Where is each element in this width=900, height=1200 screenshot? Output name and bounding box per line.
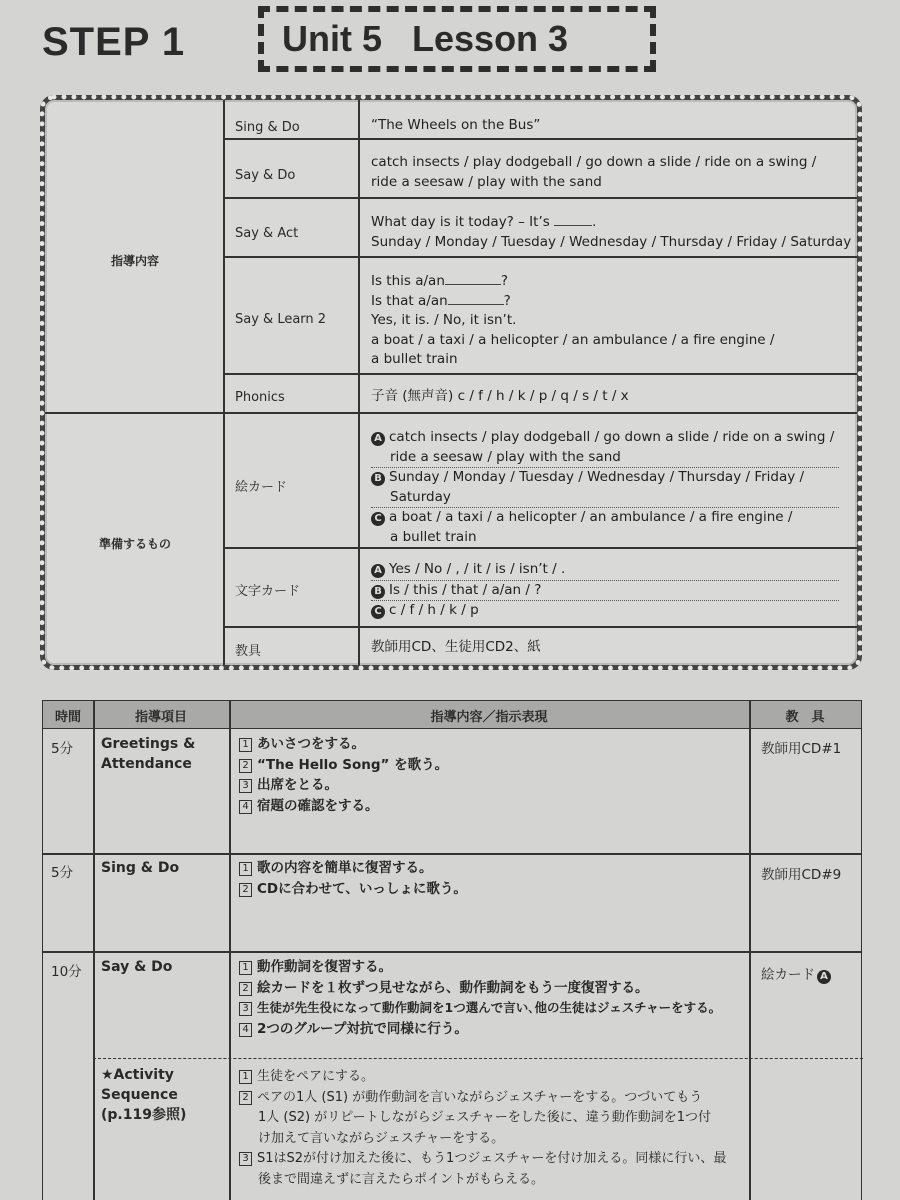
divider: [223, 138, 857, 140]
header-time: 時間: [54, 710, 81, 725]
unit-lesson-title: Unit 5 Lesson 3: [282, 18, 569, 59]
row-item: Greetings & Attendance: [101, 736, 196, 772]
row-content-say-learn-2: [371, 272, 774, 370]
badge-b-icon: B: [371, 585, 385, 599]
step-number-2-icon: 2: [239, 982, 252, 996]
dashed-divider: [93, 1058, 863, 1059]
content-line: “The Wheels on the Bus”: [371, 117, 541, 133]
step: 3 出席をとる。: [239, 775, 759, 796]
divider: [223, 256, 857, 258]
badge-b-icon: B: [371, 472, 385, 486]
content-line: catch insects / play dodgeball / go down a slide / ride on a swing /: [371, 154, 817, 170]
row-item: Say & Do: [101, 959, 173, 975]
step: 1 動作動詞を復習する。: [239, 957, 759, 978]
row-content-say-act: [371, 213, 851, 252]
content-line: Is that a/an ?: [371, 292, 511, 309]
content-line: What day is it today? – It’s .: [371, 214, 597, 230]
picture-card-set-c: C a boat / a taxi / a helicopter / an ambulance / a fire engine / a bullet train: [371, 508, 847, 547]
row-content-say-do: [371, 153, 816, 192]
step-number-4-icon: 4: [239, 1023, 252, 1037]
row-label-say-do: Say & Do: [235, 168, 296, 183]
section-divider: [45, 412, 857, 414]
step-number-1-icon: 1: [239, 1070, 252, 1084]
row-steps: [239, 957, 759, 1039]
row-label-sing-do: Sing & Do: [235, 120, 300, 135]
section-label-instruction: 指導内容: [110, 254, 159, 268]
step: 4 2つのグループ対抗で同様に行う。: [239, 1019, 759, 1040]
word-card-set-a: A Yes / No / , / it / is / isn’t / .: [371, 560, 839, 581]
step-number-1-icon: 1: [239, 961, 252, 975]
fill-blank: [448, 293, 504, 305]
row-time: 5分: [51, 741, 74, 757]
row-content-word-cards: [371, 560, 847, 621]
picture-card-set-b: B Sunday / Monday / Tuesday / Wednesday / Thursday / Friday / Saturday: [371, 468, 839, 508]
step-number-3-icon: 3: [239, 779, 252, 793]
badge-c-icon: C: [371, 512, 385, 526]
divider: [358, 100, 360, 665]
step-label: STEP 1: [42, 20, 186, 64]
step-number-2-icon: 2: [239, 759, 252, 773]
content-line: Sunday / Monday / Tuesday / Wednesday / Thursday / Friday / Saturday: [371, 233, 852, 250]
row-content-phonics: [371, 387, 629, 407]
row-label-say-act: Say & Act: [235, 226, 299, 241]
divider: [223, 547, 857, 549]
badge-a-icon: A: [371, 564, 385, 578]
divider: [223, 626, 857, 628]
picture-card-set-a: A catch insects / play dodgeball / go down a slide / ride on a swing / ride a seesaw / play with the sand: [371, 428, 839, 468]
fill-blank: [445, 273, 501, 285]
divider: [43, 951, 861, 953]
step: 1 あいさつをする。: [239, 734, 759, 755]
badge-c-icon: C: [371, 605, 385, 619]
step: 3 生徒が先生役になって動作動詞を1つ選んで言い､他の生徒はジェスチャーをする。: [239, 998, 759, 1019]
row-steps: 1 生徒をペアにする。 2 ペアの1人 (S1) が動作動詞を言いながらジェスチャーをする。つづいてもう 1人 (S2) がリピートしながらジェスチャーをした後に、違う動作動詞を1つ付 け加えて言いながらジェスチャーをする。 3 S1はS2が付け加えた後に、もう1つジェスチャーを付け加える。同様に行い、最 後まで間違えずに言えたらポイントがもらえる。: [239, 1067, 759, 1190]
row-time: 10分: [51, 964, 82, 980]
section-label-prep: 準備するもの: [98, 537, 171, 551]
badge-a-icon: A: [371, 432, 385, 446]
content-line: Yes, it is. / No, it isn’t.: [371, 312, 517, 328]
word-card-set-b: B Is / this / that / a/an / ?: [371, 581, 839, 602]
row-label-say-learn-2: Say & Learn 2: [235, 312, 327, 327]
row-materials: 教師用CD#9: [761, 867, 842, 883]
header-item: 指導項目: [134, 710, 187, 725]
row-label-picture-cards: 絵カード: [235, 480, 288, 495]
step-number-3-icon: 3: [239, 1002, 252, 1016]
badge-a-icon: A: [817, 970, 831, 984]
fill-blank: [554, 214, 592, 226]
row-label-materials: 教具: [235, 644, 262, 659]
step-number-2-icon: 2: [239, 1091, 252, 1105]
divider: [223, 373, 857, 375]
content-line: Is this a/an ?: [371, 273, 509, 289]
row-materials: 教師用CD#1: [761, 741, 842, 757]
row-steps: [239, 734, 759, 816]
content-line: 子音 (無声音) c / f / h / k / p / q / s / t / x: [371, 388, 629, 404]
row-content-sing-do: [371, 116, 540, 136]
row-item-activity: ★Activity Sequence (p.119参照): [101, 1067, 187, 1123]
step: 3 S1はS2が付け加えた後に、もう1つジェスチャーを付け加える。同様に行い、最: [239, 1149, 759, 1170]
content-line: ride a seesaw / play with the sand: [371, 173, 602, 190]
step: 1 生徒をペアにする。: [239, 1067, 759, 1088]
divider: [223, 100, 225, 665]
step: 2 ペアの1人 (S1) が動作動詞を言いながらジェスチャーをする。つづいてもう: [239, 1088, 759, 1109]
step-number-3-icon: 3: [239, 1152, 252, 1166]
header-content: 指導内容／指示表現: [430, 710, 548, 725]
step: 2 “The Hello Song” を歌う。: [239, 755, 759, 776]
content-line: a bullet train: [371, 351, 458, 367]
step-number-2-icon: 2: [239, 883, 252, 897]
step-number-4-icon: 4: [239, 800, 252, 814]
page-header: [40, 6, 680, 76]
word-card-set-c: C c / f / h / k / p: [371, 601, 847, 621]
row-materials: 絵カード A: [761, 963, 835, 984]
step: 2 CDに合わせて、いっしょに歌う。: [239, 879, 759, 900]
row-steps: [239, 858, 759, 899]
divider: [223, 197, 857, 199]
content-line: a boat / a taxi / a helicopter / an ambulance / a fire engine /: [371, 331, 775, 348]
step-number-1-icon: 1: [239, 862, 252, 876]
plan-header-row: [43, 701, 861, 729]
row-time: 5分: [51, 865, 74, 881]
header-materials: 教 具: [785, 710, 825, 725]
unit-lesson-box: [258, 6, 656, 72]
row-content-picture-cards: [371, 428, 847, 547]
divider: [43, 853, 861, 855]
lesson-plan-table: [42, 700, 862, 1200]
row-label-word-cards: 文字カード: [235, 584, 301, 599]
step: 1 歌の内容を簡単に復習する。: [239, 858, 759, 879]
row-item: Sing & Do: [101, 860, 180, 876]
step: 2 絵カードを１枚ずつ見せながら、動作動詞をもう一度復習する。: [239, 978, 759, 999]
row-label-phonics: Phonics: [235, 390, 285, 405]
lesson-summary-table: [40, 95, 862, 670]
step: 4 宿題の確認をする。: [239, 796, 759, 817]
row-content-materials: 教師用CD、生徒用CD2、紙: [371, 639, 541, 655]
step-number-1-icon: 1: [239, 738, 252, 752]
